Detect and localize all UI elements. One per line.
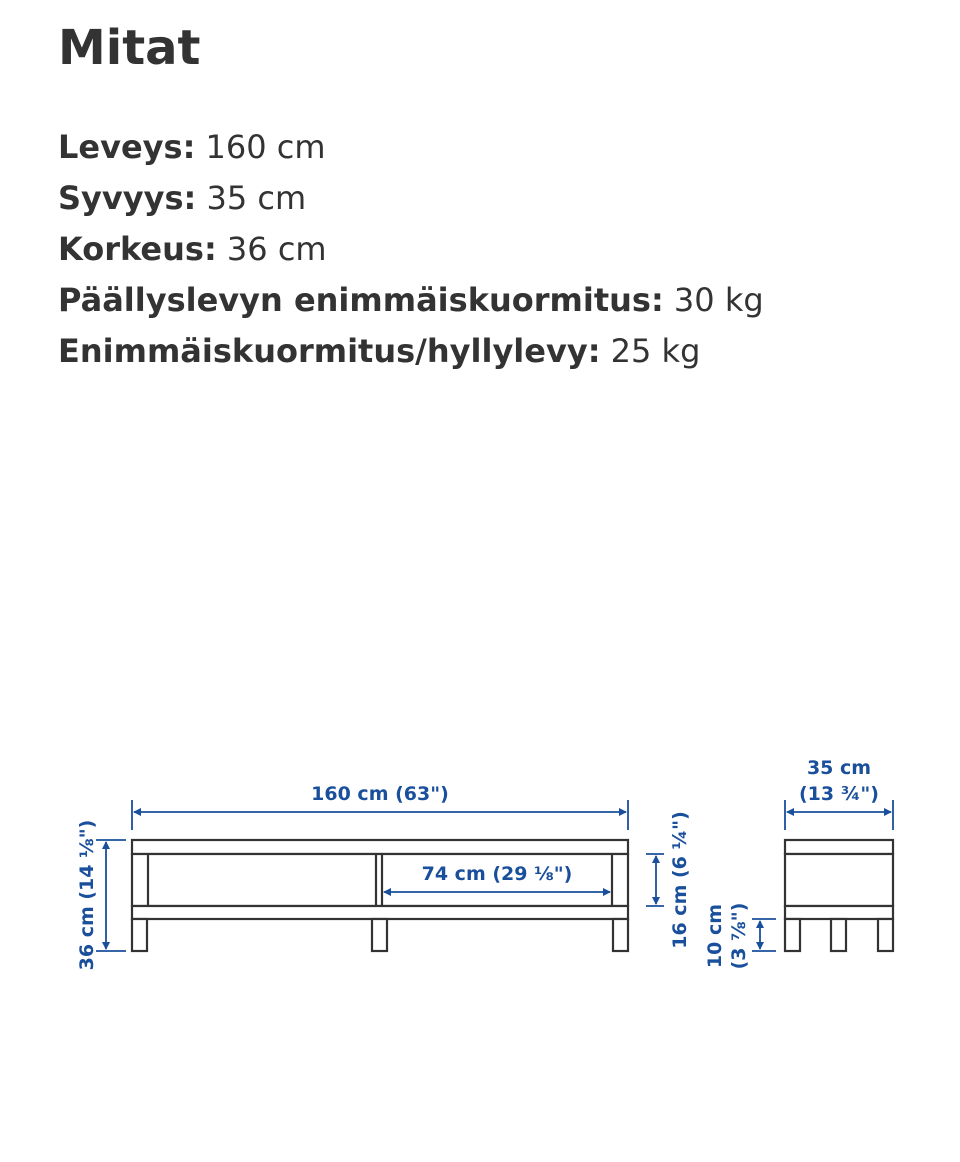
- side-leg-right: [878, 919, 893, 951]
- spec-depth: [58, 173, 764, 224]
- front-leg-middle: [372, 919, 387, 951]
- spec-top-max-load: [58, 275, 764, 326]
- depth-label-line1: 35 cm: [806, 757, 872, 779]
- leg-height-label-line1: 10 cm: [704, 903, 726, 969]
- side-body: [785, 854, 893, 906]
- page-title: Mitat: [58, 20, 201, 76]
- spec-label: Päällyslevyn enimmäiskuormitus:: [58, 281, 664, 319]
- side-view: [785, 840, 893, 951]
- leg-height-label-line2: (3 ⅞"): [728, 902, 750, 970]
- spec-value: 25 kg: [610, 332, 701, 370]
- spec-value: 160 cm: [205, 128, 326, 166]
- front-leg-right: [613, 919, 628, 951]
- spec-value: 30 kg: [673, 281, 764, 319]
- side-top-panel: [785, 840, 893, 854]
- spec-label: Leveys:: [58, 128, 196, 166]
- front-leg-left: [132, 919, 147, 951]
- width-label: 160 cm (63"): [311, 783, 449, 805]
- side-leg-left: [785, 919, 800, 951]
- side-shelf: [785, 906, 893, 919]
- spec-width: [58, 122, 764, 173]
- spec-value: 36 cm: [226, 230, 327, 268]
- front-view: [132, 840, 628, 951]
- spec-label: Enimmäiskuormitus/hyllylevy:: [58, 332, 601, 370]
- front-shelf: [132, 906, 628, 919]
- shelf-height-label: 16 cm (6 ¼"): [669, 811, 691, 949]
- spec-height: [58, 224, 764, 275]
- height-label: 36 cm (14 ⅛"): [76, 819, 98, 971]
- spec-shelf-max-load: [58, 326, 764, 377]
- side-leg-middle: [831, 919, 846, 951]
- depth-label-line2: (13 ¾"): [799, 783, 879, 805]
- front-top-panel: [132, 840, 628, 854]
- spec-label: Syvyys:: [58, 179, 197, 217]
- spec-value: 35 cm: [206, 179, 307, 217]
- dimension-diagram: [0, 740, 960, 980]
- compartment-label: 74 cm (29 ⅛"): [421, 863, 573, 885]
- specs-list: [58, 122, 764, 377]
- spec-label: Korkeus:: [58, 230, 217, 268]
